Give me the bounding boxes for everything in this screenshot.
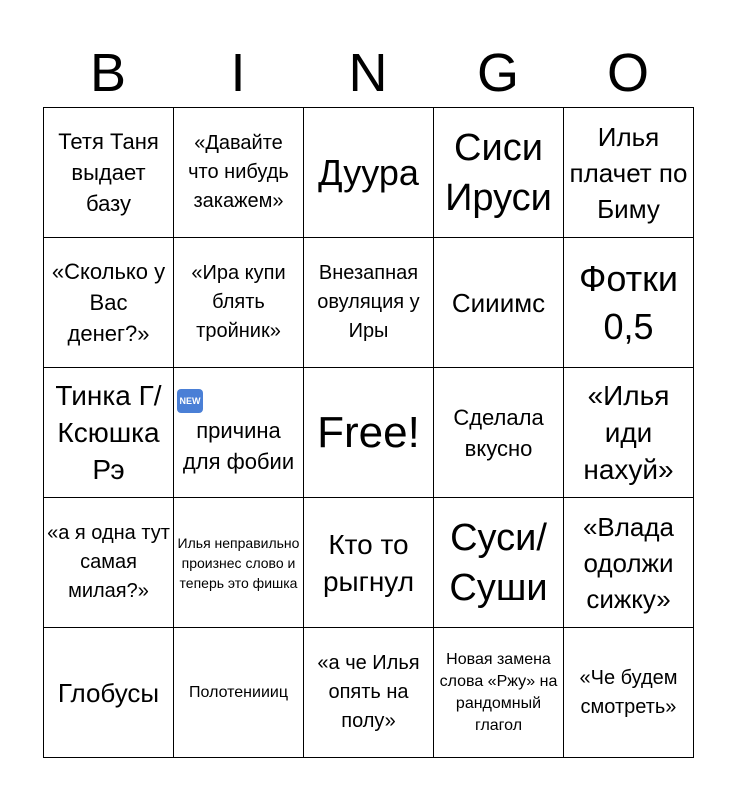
header-letter-n: N: [348, 43, 388, 103]
cell-text: «Влада одолжи сижку»: [582, 511, 675, 614]
board-row: [44, 368, 694, 498]
bingo-cell-r1c0[interactable]: [44, 238, 174, 368]
bingo-cell-r2c4[interactable]: [564, 368, 694, 498]
cell-text: «Че будем смотреть»: [579, 666, 678, 718]
cell-text: причина для фобии: [182, 417, 295, 474]
free-space-text: Free!: [317, 407, 420, 457]
new-button-emoji-icon: NEW: [177, 389, 203, 413]
header-letter-o: O: [606, 43, 649, 103]
bingo-cell-r2c1[interactable]: [174, 368, 304, 498]
board-row: [44, 628, 694, 758]
bingo-cell-r4c0[interactable]: [44, 628, 174, 758]
bingo-cell-r1c1[interactable]: [174, 238, 304, 368]
bingo-cell-r2c0[interactable]: [44, 368, 174, 498]
bingo-cell-r0c1[interactable]: [174, 108, 304, 238]
bingo-cell-r4c1[interactable]: [174, 628, 304, 758]
cell-text: Сиси Ируси: [445, 126, 552, 219]
header-letter-b: B: [89, 43, 127, 103]
bingo-cell-r4c2[interactable]: [304, 628, 434, 758]
cell-text: «а че Илья опять на полу»: [317, 652, 420, 732]
bingo-cell-r3c4[interactable]: [564, 498, 694, 628]
bingo-cell-r0c2[interactable]: [304, 108, 434, 238]
cell-text: Полотениииц: [189, 683, 288, 701]
header-letter-g: G: [476, 43, 519, 103]
bingo-cell-r2c3[interactable]: [434, 368, 564, 498]
bingo-cell-r3c0[interactable]: [44, 498, 174, 628]
cell-text: Суси/ Суши: [449, 516, 548, 609]
bingo-cell-r1c2[interactable]: [304, 238, 434, 368]
cell-text: Новая замена слова «Ржу» на рандомный глагол: [439, 650, 558, 734]
cell-text: Илья плачет по Биму: [569, 121, 688, 224]
cell-text: Сииимс: [451, 287, 546, 318]
cell-text: «Давайте что нибудь закажем»: [188, 132, 289, 212]
bingo-cell-r0c3[interactable]: [434, 108, 564, 238]
bingo-cell-r0c0[interactable]: [44, 108, 174, 238]
cell-text: Кто то рыгнул: [322, 528, 415, 597]
cell-text: Глобусы: [57, 677, 160, 708]
cell-text: Фотки 0,5: [579, 257, 678, 347]
bingo-header: [43, 38, 693, 108]
cell-text: «Ира купи блять тройник»: [191, 262, 286, 342]
bingo-cell-r4c3[interactable]: [434, 628, 564, 758]
board-row: [44, 498, 694, 628]
cell-text: «а я одна тут самая милая?»: [47, 522, 170, 602]
bingo-cell-r1c4[interactable]: [564, 238, 694, 368]
board-row: [44, 238, 694, 368]
bingo-cell-r3c1[interactable]: [174, 498, 304, 628]
bingo-cell-r1c3[interactable]: [434, 238, 564, 368]
board-row: [44, 108, 694, 238]
cell-text: Тинка Г/ Ксюшка Рэ: [55, 380, 162, 485]
cell-text: «Сколько у Вас денег?»: [51, 259, 166, 346]
bingo-cell-r4c4[interactable]: [564, 628, 694, 758]
bingo-board: [43, 107, 694, 758]
cell-text: Илья неправильно произнес слово и теперь это фишка: [177, 534, 300, 591]
cell-text: Тетя Таня выдает базу: [58, 129, 159, 216]
bingo-cell-r2c2[interactable]: [304, 368, 434, 498]
cell-text: Дуура: [318, 151, 419, 193]
cell-text: Внезапная овуляция у Иры: [317, 262, 420, 342]
bingo-cell-r3c2[interactable]: [304, 498, 434, 628]
header-letter-i: I: [230, 43, 246, 103]
bingo-cell-r3c3[interactable]: [434, 498, 564, 628]
cell-text: «Илья иди нахуй»: [583, 380, 674, 485]
cell-text: Сделала вкусно: [453, 404, 544, 461]
bingo-cell-r0c4[interactable]: [564, 108, 694, 238]
